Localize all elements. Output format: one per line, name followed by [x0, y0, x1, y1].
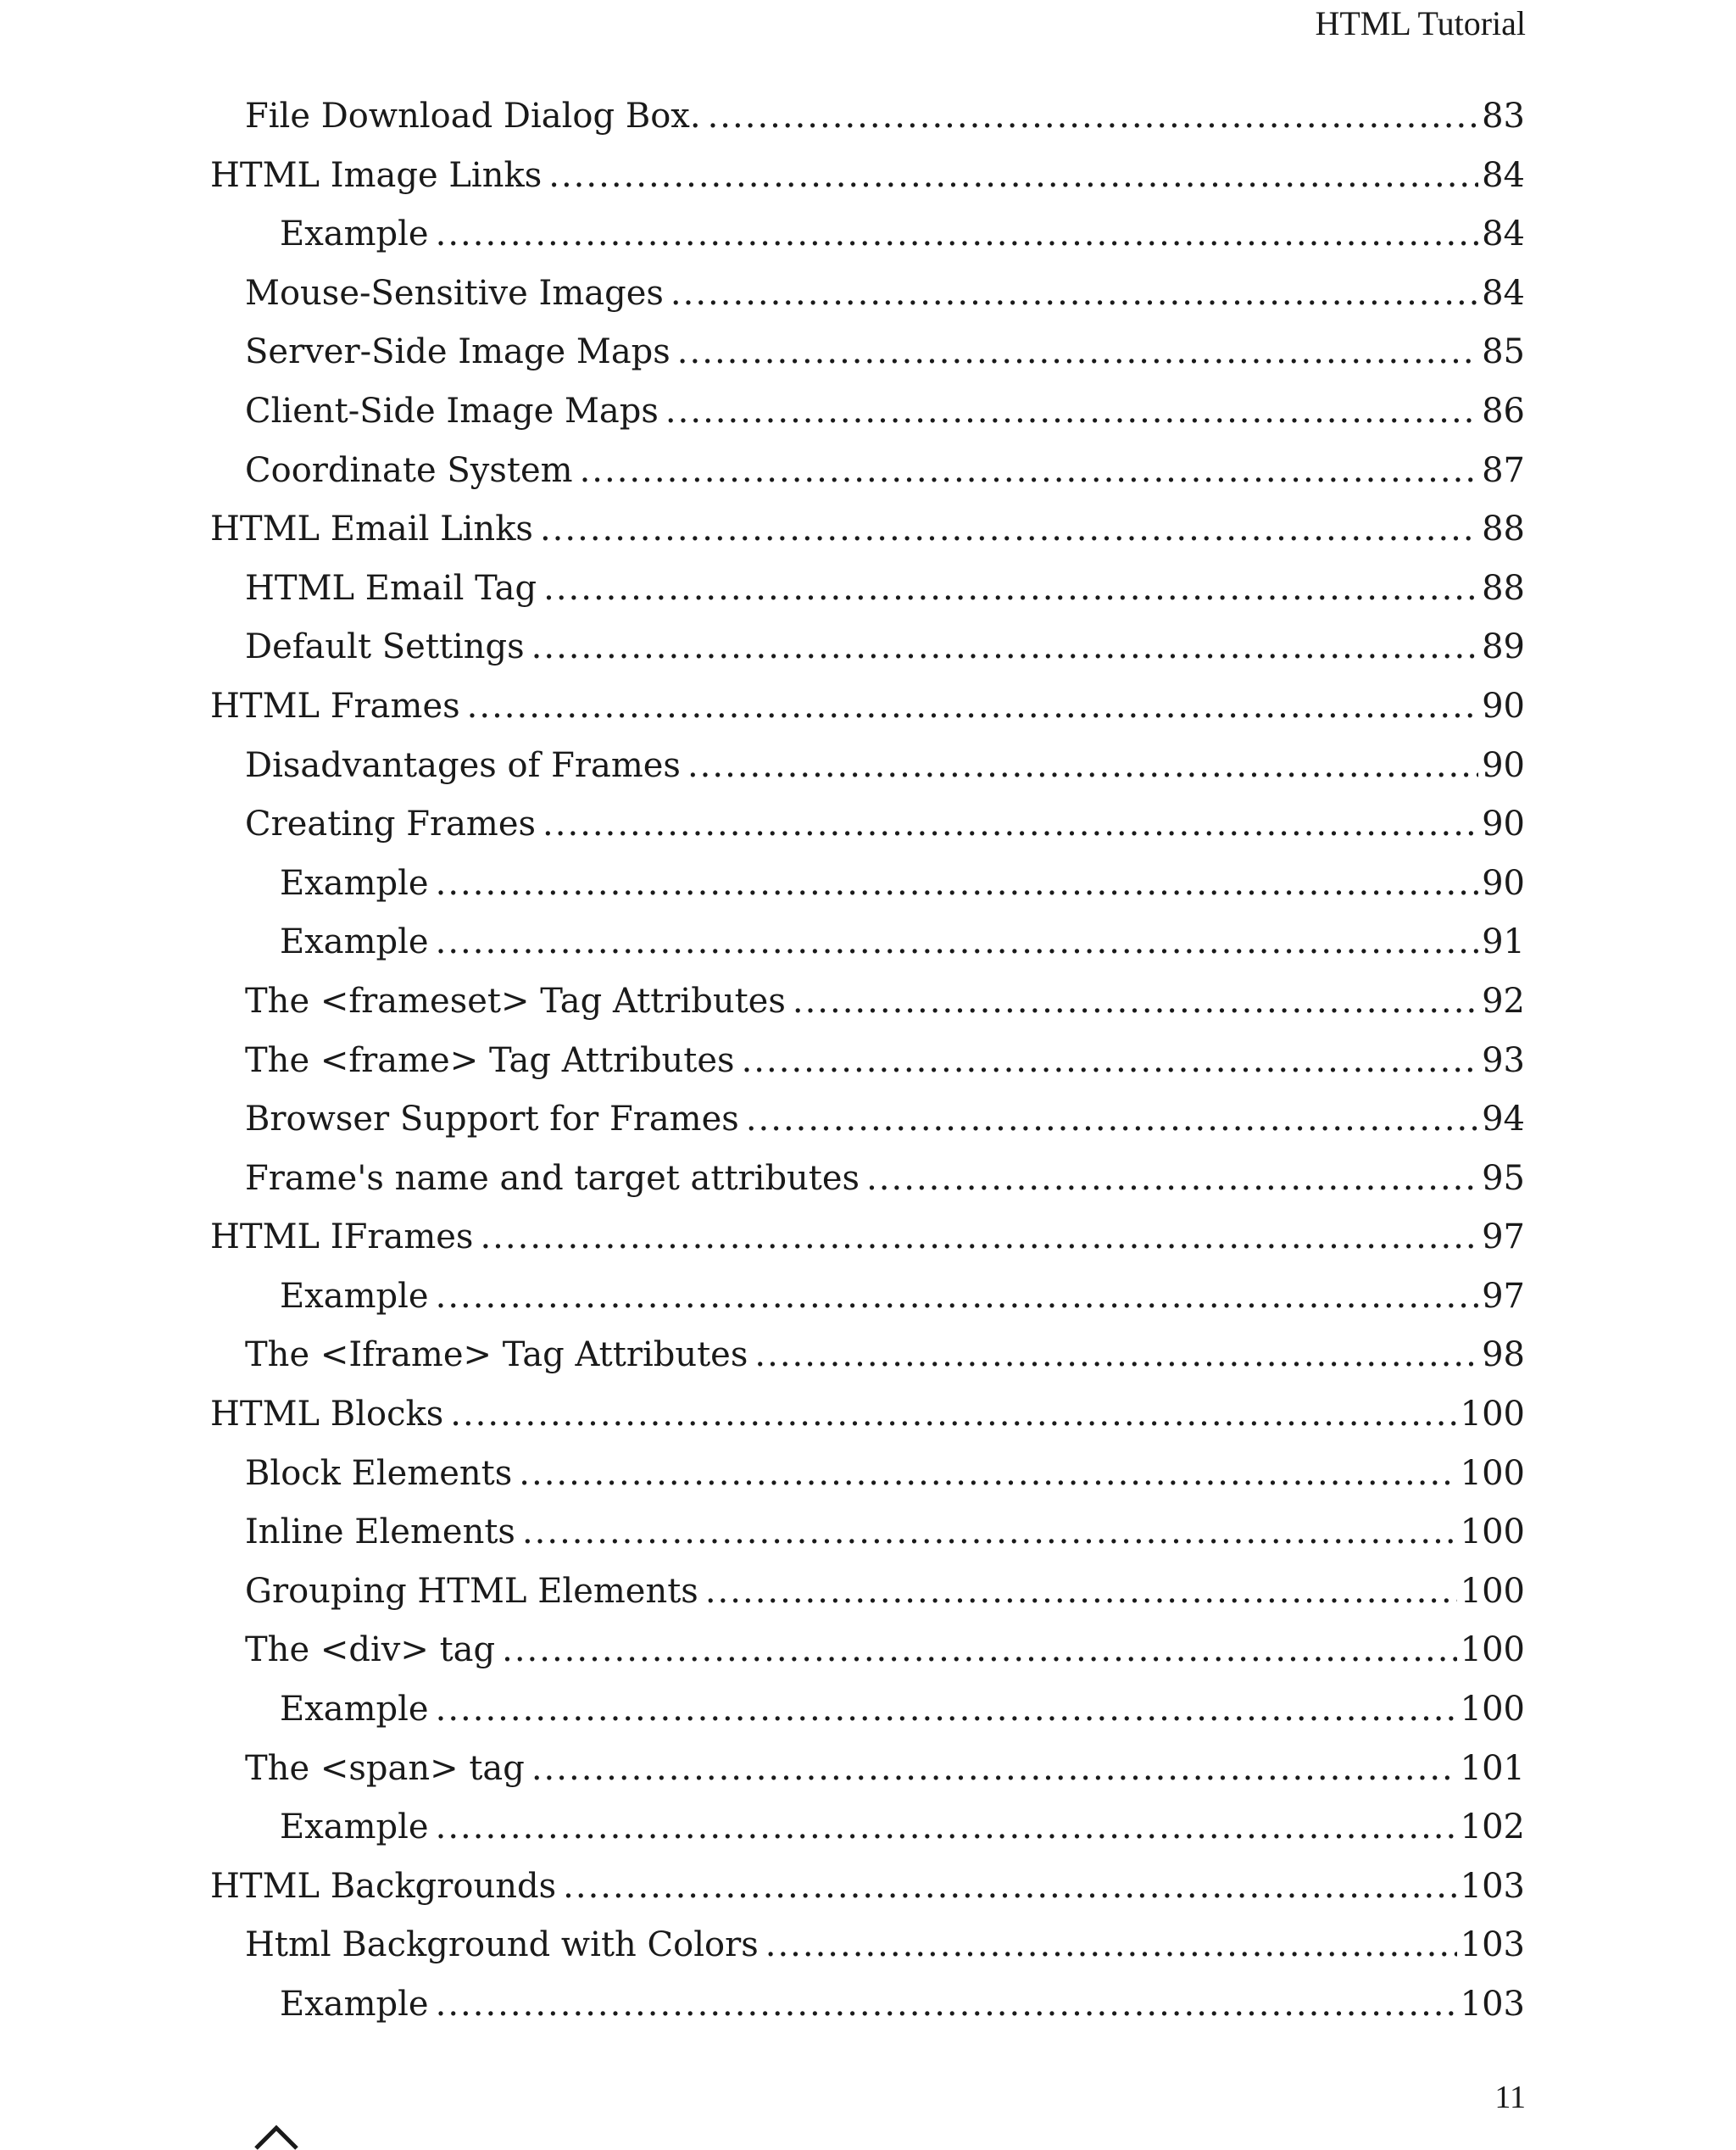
toc-entry-title: HTML Blocks [210, 1395, 444, 1434]
dot-leader [687, 746, 1478, 785]
toc-entry-page: 97 [1482, 1276, 1525, 1316]
toc-entry[interactable] [210, 156, 1525, 215]
toc-entry-title: Example [280, 1985, 429, 2024]
toc-entry-title: HTML Backgrounds [210, 1866, 557, 1906]
toc-entry-page: 95 [1482, 1158, 1525, 1198]
toc-entry[interactable] [210, 1454, 1525, 1513]
toc-entry[interactable] [210, 1395, 1525, 1454]
toc-entry-title: The <frameset> Tag Attributes [245, 981, 786, 1021]
page-number: 11 [1494, 2080, 1526, 2115]
dot-leader [563, 1867, 1456, 1906]
toc-entry-page: 83 [1482, 97, 1525, 136]
toc-entry-page: 84 [1482, 214, 1525, 254]
toc-entry[interactable] [210, 97, 1525, 156]
dot-leader [793, 982, 1478, 1021]
toc-entry-title: Server-Side Image Maps [245, 332, 670, 372]
toc-entry[interactable] [210, 1630, 1525, 1690]
toc-entry-title: Example [280, 1690, 429, 1729]
toc-entry-title: Grouping HTML Elements [245, 1571, 698, 1611]
dot-leader [708, 97, 1479, 136]
toc-entry-page: 90 [1482, 686, 1525, 726]
toc-entry-title: Example [280, 1807, 429, 1847]
toc-entry[interactable] [210, 1217, 1525, 1277]
toc-entry-page: 97 [1482, 1217, 1525, 1257]
dot-leader [548, 156, 1478, 195]
dot-leader [502, 1630, 1457, 1669]
toc-entry-title: File Download Dialog Box. [245, 97, 701, 136]
dot-leader [531, 1749, 1457, 1788]
toc-entry[interactable] [210, 982, 1525, 1041]
toc-entry-title: The <div> tag [245, 1630, 496, 1670]
table-of-contents [210, 97, 1525, 2044]
dot-leader [754, 1335, 1478, 1374]
toc-entry-page: 85 [1482, 332, 1525, 372]
dot-leader [670, 274, 1478, 313]
toc-entry[interactable] [210, 214, 1525, 274]
toc-entry-title: Browser Support for Frames [245, 1100, 739, 1139]
toc-entry[interactable] [210, 1277, 1525, 1336]
toc-entry[interactable] [210, 510, 1525, 569]
toc-entry[interactable] [210, 451, 1525, 510]
dot-leader [742, 1041, 1479, 1080]
toc-entry[interactable] [210, 332, 1525, 392]
dot-leader [746, 1100, 1478, 1139]
toc-entry-page: 100 [1460, 1512, 1525, 1552]
dot-leader [531, 627, 1478, 666]
toc-entry[interactable] [210, 1749, 1525, 1808]
toc-entry-title: Example [280, 922, 429, 962]
dot-leader [677, 332, 1478, 371]
dot-leader [436, 1690, 1457, 1729]
toc-entry-page: 100 [1460, 1453, 1525, 1493]
toc-entry-page: 101 [1460, 1748, 1525, 1788]
toc-entry-title: Frame's name and target attributes [245, 1158, 860, 1198]
toc-entry-title: HTML Image Links [210, 155, 542, 195]
toc-entry-title: Default Settings [245, 627, 525, 667]
dot-leader [450, 1395, 1456, 1434]
dot-leader [665, 392, 1478, 431]
toc-entry-page: 94 [1482, 1100, 1525, 1139]
toc-entry-title: HTML Frames [210, 686, 460, 726]
dot-leader [765, 1925, 1457, 1964]
dot-leader [467, 687, 1478, 726]
toc-entry[interactable] [210, 1100, 1525, 1159]
toc-entry-title: Creating Frames [245, 805, 537, 844]
toc-entry-title: Example [280, 863, 429, 903]
toc-entry-page: 100 [1460, 1571, 1525, 1611]
toc-entry[interactable] [210, 1690, 1525, 1749]
toc-entry-title: Html Background with Colors [245, 1925, 759, 1965]
toc-entry-page: 90 [1482, 745, 1525, 785]
toc-entry-page: 89 [1482, 627, 1525, 667]
toc-entry[interactable] [210, 1335, 1525, 1395]
toc-entry-page: 87 [1482, 450, 1525, 490]
toc-entry-page: 102 [1460, 1807, 1525, 1847]
toc-entry-page: 84 [1482, 155, 1525, 195]
dot-leader [542, 805, 1478, 844]
toc-entry[interactable] [210, 805, 1525, 864]
toc-entry-page: 90 [1482, 805, 1525, 844]
dot-leader [580, 451, 1479, 490]
toc-entry-title: Coordinate System [245, 450, 573, 490]
toc-entry[interactable] [210, 1925, 1525, 1985]
toc-entry[interactable] [210, 392, 1525, 451]
toc-entry-title: Block Elements [245, 1453, 513, 1493]
toc-entry-title: Disadvantages of Frames [245, 745, 681, 785]
toc-entry[interactable] [210, 569, 1525, 628]
running-header: HTML Tutorial [1315, 4, 1526, 42]
toc-entry-title: Mouse-Sensitive Images [245, 273, 664, 313]
dot-leader [522, 1512, 1457, 1551]
dot-leader [436, 214, 1478, 253]
toc-entry-title: Example [280, 1276, 429, 1316]
toc-entry-page: 92 [1482, 981, 1525, 1021]
toc-entry[interactable] [210, 1807, 1525, 1867]
toc-entry[interactable] [210, 1985, 1525, 2044]
dot-leader [436, 922, 1478, 961]
dot-leader [543, 569, 1478, 608]
toc-entry-title: The <frame> Tag Attributes [245, 1040, 735, 1080]
dot-leader [866, 1159, 1478, 1198]
toc-entry[interactable] [210, 274, 1525, 333]
toc-entry-page: 90 [1482, 863, 1525, 903]
toc-entry[interactable] [210, 1512, 1525, 1572]
toc-entry[interactable] [210, 864, 1525, 923]
toc-entry[interactable] [210, 1159, 1525, 1218]
toc-entry-page: 91 [1482, 922, 1525, 962]
toc-entry-page: 88 [1482, 510, 1525, 549]
toc-entry[interactable] [210, 922, 1525, 982]
toc-entry[interactable] [210, 1572, 1525, 1631]
toc-entry[interactable] [210, 1867, 1525, 1926]
dot-leader [540, 510, 1478, 549]
toc-entry-page: 93 [1482, 1040, 1525, 1080]
toc-entry-title: HTML IFrames [210, 1217, 474, 1257]
toc-entry-page: 98 [1482, 1335, 1525, 1375]
toc-entry[interactable] [210, 746, 1525, 805]
toc-entry-title: HTML Email Links [210, 510, 533, 549]
dot-leader [480, 1217, 1478, 1256]
toc-entry-page: 100 [1460, 1630, 1525, 1670]
toc-entry-page: 86 [1482, 391, 1525, 431]
toc-entry-page: 88 [1482, 568, 1525, 608]
dot-leader [519, 1454, 1456, 1493]
dot-leader [436, 1807, 1457, 1846]
toc-entry-page: 103 [1460, 1985, 1525, 2024]
toc-entry-page: 100 [1460, 1395, 1525, 1434]
toc-entry-title: Inline Elements [245, 1512, 515, 1552]
toc-entry-page: 84 [1482, 273, 1525, 313]
dot-leader [705, 1572, 1457, 1611]
toc-entry[interactable] [210, 687, 1525, 746]
dot-leader [436, 1277, 1478, 1316]
toc-entry-page: 103 [1460, 1925, 1525, 1965]
toc-entry-title: The <Iframe> Tag Attributes [245, 1335, 748, 1375]
toc-entry[interactable] [210, 627, 1525, 687]
toc-entry-title: The <span> tag [245, 1748, 525, 1788]
toc-entry-title: Client-Side Image Maps [245, 391, 659, 431]
toc-entry-title: HTML Email Tag [245, 568, 537, 608]
toc-entry-page: 103 [1460, 1866, 1525, 1906]
toc-entry[interactable] [210, 1041, 1525, 1100]
toc-entry-title: Example [280, 214, 429, 254]
toc-entry-page: 100 [1460, 1690, 1525, 1729]
dot-leader [436, 864, 1478, 903]
chevron-up-icon[interactable] [253, 2125, 300, 2150]
dot-leader [436, 1985, 1457, 2024]
